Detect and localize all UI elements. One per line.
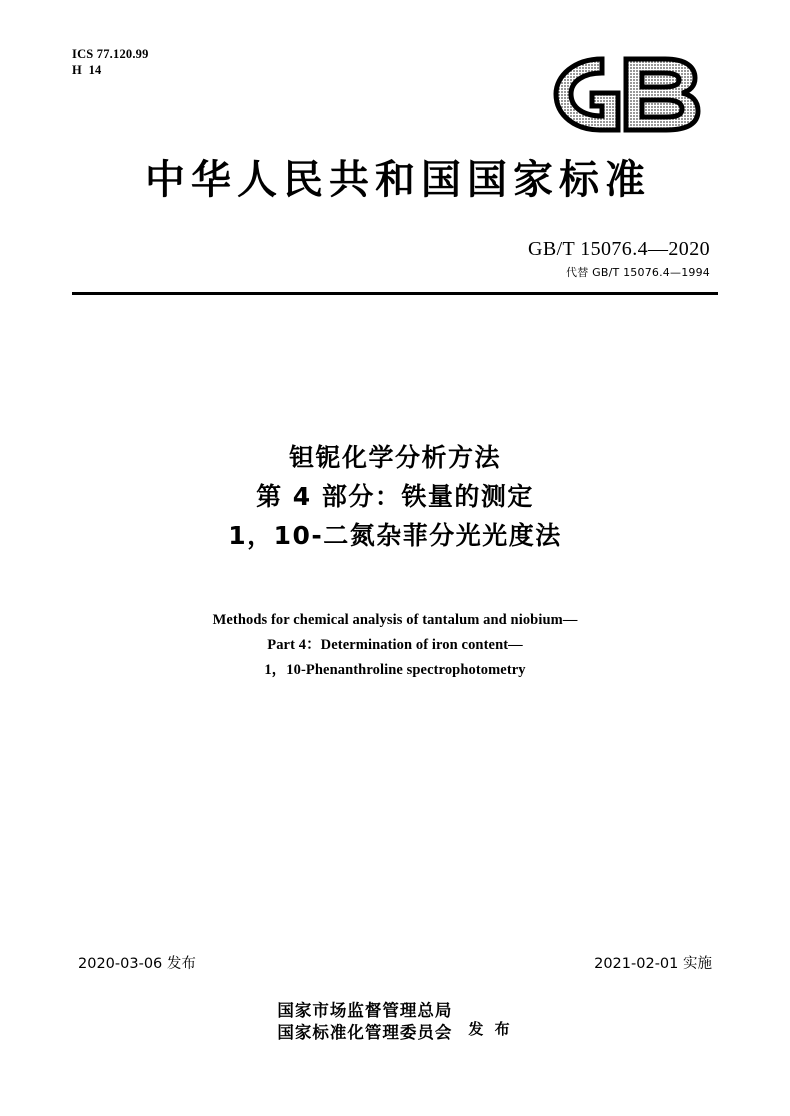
page-content (72, 0, 718, 1116)
standard-number: GB/T 15076.4—2020 (528, 238, 710, 260)
document-title-chinese (72, 438, 718, 555)
issue-date: 2020-03-06 发布 (78, 956, 196, 972)
publisher-block (72, 1000, 718, 1044)
title-en-line-1: Methods for chemical analysis of tantalum and niobium— (212, 612, 578, 628)
publisher-org-2: 国家标准化管理委员会 (277, 1023, 453, 1042)
standard-replaces: 代替 GB/T 15076.4—1994 (566, 266, 710, 279)
national-standard-heading: 中华人民共和国国家标准 (145, 157, 651, 203)
ics-code-block (72, 46, 149, 78)
effective-date: 2021-02-01 实施 (594, 956, 712, 972)
gb-logo-icon (540, 46, 708, 138)
publish-label: 发 布 (468, 1019, 513, 1038)
title-cn-line-3: 1，10-二氮杂菲分光光度法 (228, 521, 562, 550)
standard-number-block (528, 238, 710, 280)
publisher-names (277, 1000, 452, 1044)
title-cn-line-1: 钽铌化学分析方法 (288, 443, 501, 472)
title-en-line-2: Part 4：Determination of iron content— (267, 637, 523, 653)
publisher-org-1: 国家市场监督管理总局 (277, 1001, 453, 1020)
title-cn-line-2: 第 4 部分：铁量的测定 (256, 482, 534, 511)
document-title-english (72, 608, 718, 683)
ccs-code: H 14 (72, 63, 102, 77)
horizontal-divider (72, 292, 718, 295)
title-en-line-3: 1，10-Phenanthroline spectrophotometry (264, 662, 526, 678)
ics-code: ICS 77.120.99 (72, 47, 149, 61)
